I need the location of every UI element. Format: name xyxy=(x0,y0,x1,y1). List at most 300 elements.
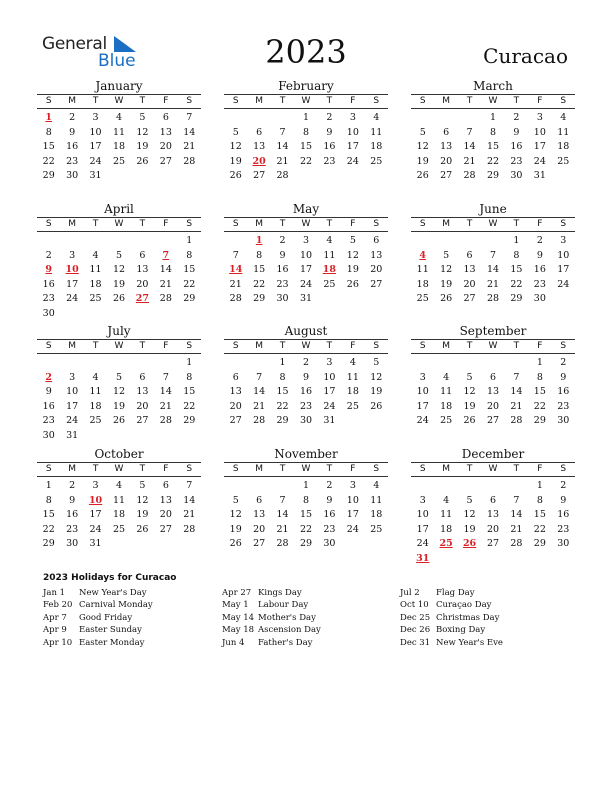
day-cell: 15 xyxy=(42,141,55,153)
day-empty xyxy=(247,356,270,371)
day-cell: 3 xyxy=(560,235,567,246)
day-cell: 7 xyxy=(186,112,193,123)
day-cell: 7 xyxy=(513,494,520,506)
month-rule-bottom xyxy=(411,108,575,109)
weekday-label: S xyxy=(560,219,567,229)
day-cell: 16 xyxy=(66,509,79,521)
day-cell: 22 xyxy=(42,155,55,167)
day-cell: 29 xyxy=(486,170,500,182)
month-october xyxy=(37,446,201,552)
day-cell: 21 xyxy=(463,155,476,167)
weekday-header xyxy=(411,340,575,353)
day-cell: 1 xyxy=(186,235,193,246)
day-cell: 24 xyxy=(66,415,79,427)
holiday-day: 1 xyxy=(255,235,263,246)
day-cell: 26 xyxy=(440,293,453,305)
day-cell: 31 xyxy=(89,538,102,550)
holiday-name: Christmas Day xyxy=(436,612,500,623)
day-cell: 9 xyxy=(326,126,333,138)
weekday-label: T xyxy=(92,464,99,474)
day-cell: 30 xyxy=(66,538,79,550)
weekday-label: S xyxy=(373,341,380,351)
day-cell: 25 xyxy=(370,523,383,535)
day-cell: 14 xyxy=(159,264,172,276)
day-cell: 4 xyxy=(92,249,99,261)
day-cell: 19 xyxy=(229,155,242,167)
day-cell: 20 xyxy=(486,523,500,535)
day-empty xyxy=(434,234,457,249)
day-empty xyxy=(411,234,434,249)
day-cell: 8 xyxy=(256,249,263,261)
day-empty xyxy=(481,234,504,249)
month-title: June xyxy=(479,202,507,216)
day-cell: 29 xyxy=(299,538,313,550)
day-cell: 9 xyxy=(560,494,567,506)
day-cell: 1 xyxy=(513,235,520,246)
holiday-day: 2 xyxy=(45,371,53,383)
weekday-header xyxy=(224,463,388,476)
holiday-entry xyxy=(43,637,218,649)
holiday-day: 10 xyxy=(88,494,103,506)
day-cell: 29 xyxy=(533,538,546,550)
day-cell: 6 xyxy=(232,371,239,383)
day-cell: 11 xyxy=(346,371,359,383)
day-cell: 22 xyxy=(533,400,546,412)
weekday-header xyxy=(411,95,575,108)
weekday-label: F xyxy=(537,219,543,229)
weekday-label: W xyxy=(114,341,124,351)
weekday-label: M xyxy=(68,219,77,229)
day-grid xyxy=(37,356,201,444)
day-cell: 30 xyxy=(323,538,336,550)
day-cell: 7 xyxy=(279,494,286,506)
day-cell: 17 xyxy=(533,141,546,153)
day-cell: 5 xyxy=(466,494,473,506)
weekday-label: T xyxy=(139,219,146,229)
weekday-header xyxy=(37,218,201,231)
day-cell: 11 xyxy=(323,249,336,261)
weekday-label: T xyxy=(279,464,286,474)
day-cell: 20 xyxy=(159,141,172,153)
day-cell: 1 xyxy=(45,480,52,491)
day-cell: 13 xyxy=(253,509,266,521)
day-cell: 19 xyxy=(112,278,126,290)
day-cell: 5 xyxy=(115,371,123,383)
day-cell: 29 xyxy=(183,293,196,305)
day-cell: 18 xyxy=(370,509,383,521)
day-cell: 15 xyxy=(299,509,313,521)
day-cell: 9 xyxy=(69,126,76,138)
day-empty xyxy=(37,234,60,249)
day-cell: 10 xyxy=(323,371,336,383)
day-cell: 8 xyxy=(279,371,286,383)
day-cell: 6 xyxy=(139,249,146,261)
day-cell: 5 xyxy=(139,112,146,123)
day-cell: 23 xyxy=(533,278,546,290)
day-cell: 29 xyxy=(510,293,523,305)
day-cell: 21 xyxy=(276,155,289,167)
day-cell: 9 xyxy=(45,386,52,398)
holiday-day: 7 xyxy=(162,249,170,261)
day-cell: 16 xyxy=(510,141,523,153)
holiday-name: Mother's Day xyxy=(258,612,316,623)
day-cell: 18 xyxy=(346,386,359,398)
day-cell: 14 xyxy=(276,509,289,521)
day-cell: 22 xyxy=(42,523,55,535)
weekday-label: T xyxy=(92,219,99,229)
day-empty xyxy=(271,111,294,126)
day-cell: 28 xyxy=(159,415,172,427)
day-cell: 27 xyxy=(136,415,149,427)
day-cell: 3 xyxy=(69,249,76,261)
holiday-date: Apr 10 xyxy=(43,637,73,648)
holiday-day: 1 xyxy=(45,112,53,123)
day-cell: 18 xyxy=(89,400,102,412)
day-cell: 24 xyxy=(416,538,429,550)
day-cell: 20 xyxy=(463,278,476,290)
holiday-name: Labour Day xyxy=(258,600,309,611)
day-cell: 19 xyxy=(112,400,126,412)
day-cell: 11 xyxy=(112,494,126,506)
day-grid xyxy=(37,111,201,184)
day-cell: 14 xyxy=(253,386,266,398)
day-cell: 19 xyxy=(463,400,476,412)
day-cell: 13 xyxy=(463,264,476,276)
day-cell: 24 xyxy=(416,415,429,427)
day-empty xyxy=(458,111,481,126)
day-cell: 12 xyxy=(136,494,149,506)
day-cell: 14 xyxy=(510,386,523,398)
day-cell: 29 xyxy=(183,415,196,427)
day-cell: 8 xyxy=(536,371,543,383)
day-cell: 30 xyxy=(66,170,79,182)
day-cell: 9 xyxy=(279,249,286,261)
day-cell: 1 xyxy=(186,357,193,368)
day-cell: 10 xyxy=(416,509,429,521)
day-cell: 19 xyxy=(136,141,149,153)
day-cell: 20 xyxy=(253,523,266,535)
holiday-date: Dec 25 xyxy=(400,612,431,623)
weekday-label: S xyxy=(45,341,52,351)
day-cell: 16 xyxy=(557,509,570,521)
day-cell: 18 xyxy=(112,509,126,521)
weekday-header xyxy=(37,340,201,353)
day-cell: 13 xyxy=(253,141,266,153)
weekday-label: M xyxy=(68,464,77,474)
day-cell: 24 xyxy=(557,278,570,290)
day-cell: 20 xyxy=(136,400,149,412)
day-cell: 2 xyxy=(326,480,333,491)
weekday-label: W xyxy=(488,96,498,106)
weekday-label: W xyxy=(114,219,124,229)
day-cell: 15 xyxy=(276,386,289,398)
day-cell: 4 xyxy=(326,235,333,246)
day-cell: 6 xyxy=(443,126,450,138)
day-cell: 21 xyxy=(276,523,289,535)
day-cell: 23 xyxy=(42,415,55,427)
day-cell: 3 xyxy=(326,357,333,368)
day-cell: 27 xyxy=(440,170,453,182)
weekday-label: F xyxy=(537,341,543,351)
day-cell: 3 xyxy=(302,235,310,246)
day-cell: 21 xyxy=(510,523,523,535)
day-cell: 1 xyxy=(536,480,543,491)
weekday-label: S xyxy=(232,219,239,229)
day-cell: 13 xyxy=(486,509,500,521)
weekday-label: W xyxy=(301,464,311,474)
day-cell: 7 xyxy=(232,249,239,261)
day-empty xyxy=(434,479,457,494)
day-cell: 19 xyxy=(370,386,383,398)
weekday-label: M xyxy=(255,464,264,474)
day-cell: 4 xyxy=(443,371,450,383)
holiday-name: Father's Day xyxy=(258,637,313,648)
day-cell: 26 xyxy=(229,538,242,550)
weekday-label: T xyxy=(139,96,146,106)
weekday-label: T xyxy=(513,464,520,474)
day-cell: 31 xyxy=(89,170,102,182)
day-cell: 31 xyxy=(533,170,546,182)
day-cell: 12 xyxy=(463,509,476,521)
day-cell: 6 xyxy=(373,235,380,246)
holiday-day: 27 xyxy=(135,293,150,305)
day-cell: 21 xyxy=(159,400,172,412)
day-cell: 4 xyxy=(115,480,123,491)
day-empty xyxy=(107,234,130,249)
day-cell: 5 xyxy=(373,357,380,368)
day-cell: 12 xyxy=(229,509,242,521)
day-grid xyxy=(411,111,575,184)
weekday-label: W xyxy=(301,219,311,229)
day-empty xyxy=(224,234,247,249)
day-cell: 8 xyxy=(186,249,193,261)
weekday-label: S xyxy=(232,96,239,106)
weekday-label: S xyxy=(560,341,567,351)
day-cell: 1 xyxy=(302,480,310,491)
day-cell: 19 xyxy=(136,509,149,521)
month-september xyxy=(411,323,575,429)
holiday-day: 10 xyxy=(65,264,79,276)
day-cell: 7 xyxy=(513,371,520,383)
day-cell: 28 xyxy=(486,293,500,305)
day-cell: 1 xyxy=(489,112,497,123)
day-cell: 12 xyxy=(463,386,476,398)
holiday-day: 20 xyxy=(252,155,266,167)
day-cell: 10 xyxy=(346,126,359,138)
day-cell: 11 xyxy=(557,126,570,138)
day-cell: 28 xyxy=(510,538,523,550)
day-grid xyxy=(411,356,575,429)
day-cell: 7 xyxy=(186,480,193,491)
day-cell: 17 xyxy=(66,400,79,412)
day-cell: 6 xyxy=(489,494,497,506)
day-cell: 13 xyxy=(159,126,172,138)
day-cell: 8 xyxy=(513,249,520,261)
day-cell: 5 xyxy=(419,126,426,138)
weekday-header xyxy=(37,463,201,476)
month-february xyxy=(224,78,388,184)
day-cell: 30 xyxy=(533,293,546,305)
weekday-label: S xyxy=(232,341,239,351)
weekday-label: M xyxy=(68,96,77,106)
day-cell: 10 xyxy=(89,126,102,138)
day-cell: 17 xyxy=(346,141,359,153)
weekday-label: T xyxy=(326,219,333,229)
day-cell: 25 xyxy=(346,400,359,412)
day-empty xyxy=(458,356,481,371)
day-cell: 2 xyxy=(326,112,333,123)
weekday-label: W xyxy=(488,219,498,229)
holiday-day: 9 xyxy=(45,264,53,276)
day-cell: 25 xyxy=(370,155,383,167)
day-cell: 5 xyxy=(232,126,239,138)
weekday-label: F xyxy=(537,464,543,474)
holiday-entry xyxy=(222,599,397,611)
day-cell: 29 xyxy=(253,293,266,305)
country-name: Curacao xyxy=(483,44,568,68)
day-cell: 24 xyxy=(89,523,102,535)
day-empty xyxy=(37,356,60,371)
day-cell: 4 xyxy=(373,112,380,123)
holiday-entry xyxy=(400,612,575,624)
day-cell: 10 xyxy=(299,249,313,261)
weekday-label: S xyxy=(186,219,193,229)
day-cell: 18 xyxy=(89,278,102,290)
holiday-name: New Year's Eve xyxy=(436,637,503,648)
day-grid xyxy=(37,479,201,552)
day-cell: 13 xyxy=(136,386,149,398)
holiday-entry xyxy=(222,612,397,624)
weekday-label: S xyxy=(419,341,426,351)
day-grid xyxy=(224,234,388,307)
day-cell: 7 xyxy=(466,126,473,138)
day-cell: 16 xyxy=(276,264,289,276)
day-cell: 24 xyxy=(66,293,79,305)
day-cell: 12 xyxy=(136,126,149,138)
day-cell: 1 xyxy=(302,112,310,123)
weekday-label: S xyxy=(45,96,52,106)
day-cell: 30 xyxy=(510,170,523,182)
day-cell: 14 xyxy=(183,494,196,506)
day-empty xyxy=(481,356,504,371)
day-empty xyxy=(154,356,177,371)
weekday-header xyxy=(224,95,388,108)
weekday-label: T xyxy=(513,341,520,351)
day-empty xyxy=(434,356,457,371)
day-cell: 26 xyxy=(112,293,126,305)
day-cell: 14 xyxy=(463,141,476,153)
day-cell: 23 xyxy=(510,155,523,167)
weekday-label: S xyxy=(419,96,426,106)
day-cell: 9 xyxy=(69,494,76,506)
day-empty xyxy=(411,111,434,126)
day-cell: 16 xyxy=(323,509,336,521)
weekday-label: S xyxy=(232,464,239,474)
weekday-label: S xyxy=(186,341,193,351)
day-cell: 28 xyxy=(159,293,172,305)
day-cell: 14 xyxy=(486,264,500,276)
day-cell: 12 xyxy=(440,264,453,276)
day-cell: 21 xyxy=(183,509,196,521)
holiday-date: Jan 1 xyxy=(43,588,66,598)
day-cell: 27 xyxy=(463,293,476,305)
weekday-label: T xyxy=(466,96,473,106)
day-cell: 23 xyxy=(276,278,289,290)
day-cell: 22 xyxy=(183,278,196,290)
holiday-entry xyxy=(400,624,575,636)
day-cell: 24 xyxy=(323,400,336,412)
weekday-label: F xyxy=(350,96,356,106)
month-april xyxy=(37,201,201,322)
day-empty xyxy=(154,234,177,249)
day-cell: 8 xyxy=(489,126,497,138)
day-cell: 16 xyxy=(323,141,336,153)
holiday-entry xyxy=(222,624,397,636)
day-cell: 26 xyxy=(370,400,383,412)
holiday-name: Carnival Monday xyxy=(79,600,153,611)
day-cell: 14 xyxy=(276,141,289,153)
weekday-label: F xyxy=(350,464,356,474)
weekday-label: M xyxy=(255,96,264,106)
day-cell: 30 xyxy=(276,293,289,305)
month-title: November xyxy=(274,447,338,461)
month-may xyxy=(224,201,388,307)
weekday-label: F xyxy=(163,96,169,106)
day-cell: 18 xyxy=(440,400,453,412)
month-title: July xyxy=(107,324,131,338)
day-cell: 29 xyxy=(42,170,55,182)
day-cell: 25 xyxy=(112,523,126,535)
day-cell: 5 xyxy=(349,235,356,246)
holiday-entry xyxy=(222,637,397,649)
holiday-name: Ascension Day xyxy=(258,625,321,636)
day-empty xyxy=(224,479,247,494)
day-cell: 23 xyxy=(299,400,313,412)
day-cell: 17 xyxy=(416,400,429,412)
month-title: October xyxy=(94,447,144,461)
day-empty xyxy=(505,479,528,494)
day-cell: 23 xyxy=(323,155,336,167)
day-cell: 30 xyxy=(557,538,570,550)
day-cell: 23 xyxy=(323,523,336,535)
day-cell: 9 xyxy=(513,126,520,138)
day-cell: 26 xyxy=(416,170,429,182)
day-cell: 8 xyxy=(302,126,310,138)
day-cell: 25 xyxy=(440,415,453,427)
weekday-label: S xyxy=(373,96,380,106)
holiday-date: Apr 9 xyxy=(43,625,67,636)
month-title: March xyxy=(473,79,513,93)
day-empty xyxy=(131,234,154,249)
weekday-header xyxy=(37,95,201,108)
day-cell: 22 xyxy=(276,400,289,412)
day-cell: 19 xyxy=(346,264,359,276)
weekday-label: M xyxy=(442,464,451,474)
day-cell: 5 xyxy=(443,249,450,261)
day-cell: 24 xyxy=(533,155,546,167)
day-cell: 10 xyxy=(66,386,79,398)
holiday-date: Feb 20 xyxy=(43,600,73,611)
day-cell: 28 xyxy=(229,293,242,305)
holiday-column xyxy=(43,587,218,649)
day-cell: 17 xyxy=(89,509,102,521)
day-cell: 8 xyxy=(302,494,310,506)
holiday-entry xyxy=(222,587,397,599)
day-cell: 18 xyxy=(557,141,570,153)
day-cell: 12 xyxy=(416,141,429,153)
month-july xyxy=(37,323,201,444)
day-cell: 18 xyxy=(440,523,453,535)
